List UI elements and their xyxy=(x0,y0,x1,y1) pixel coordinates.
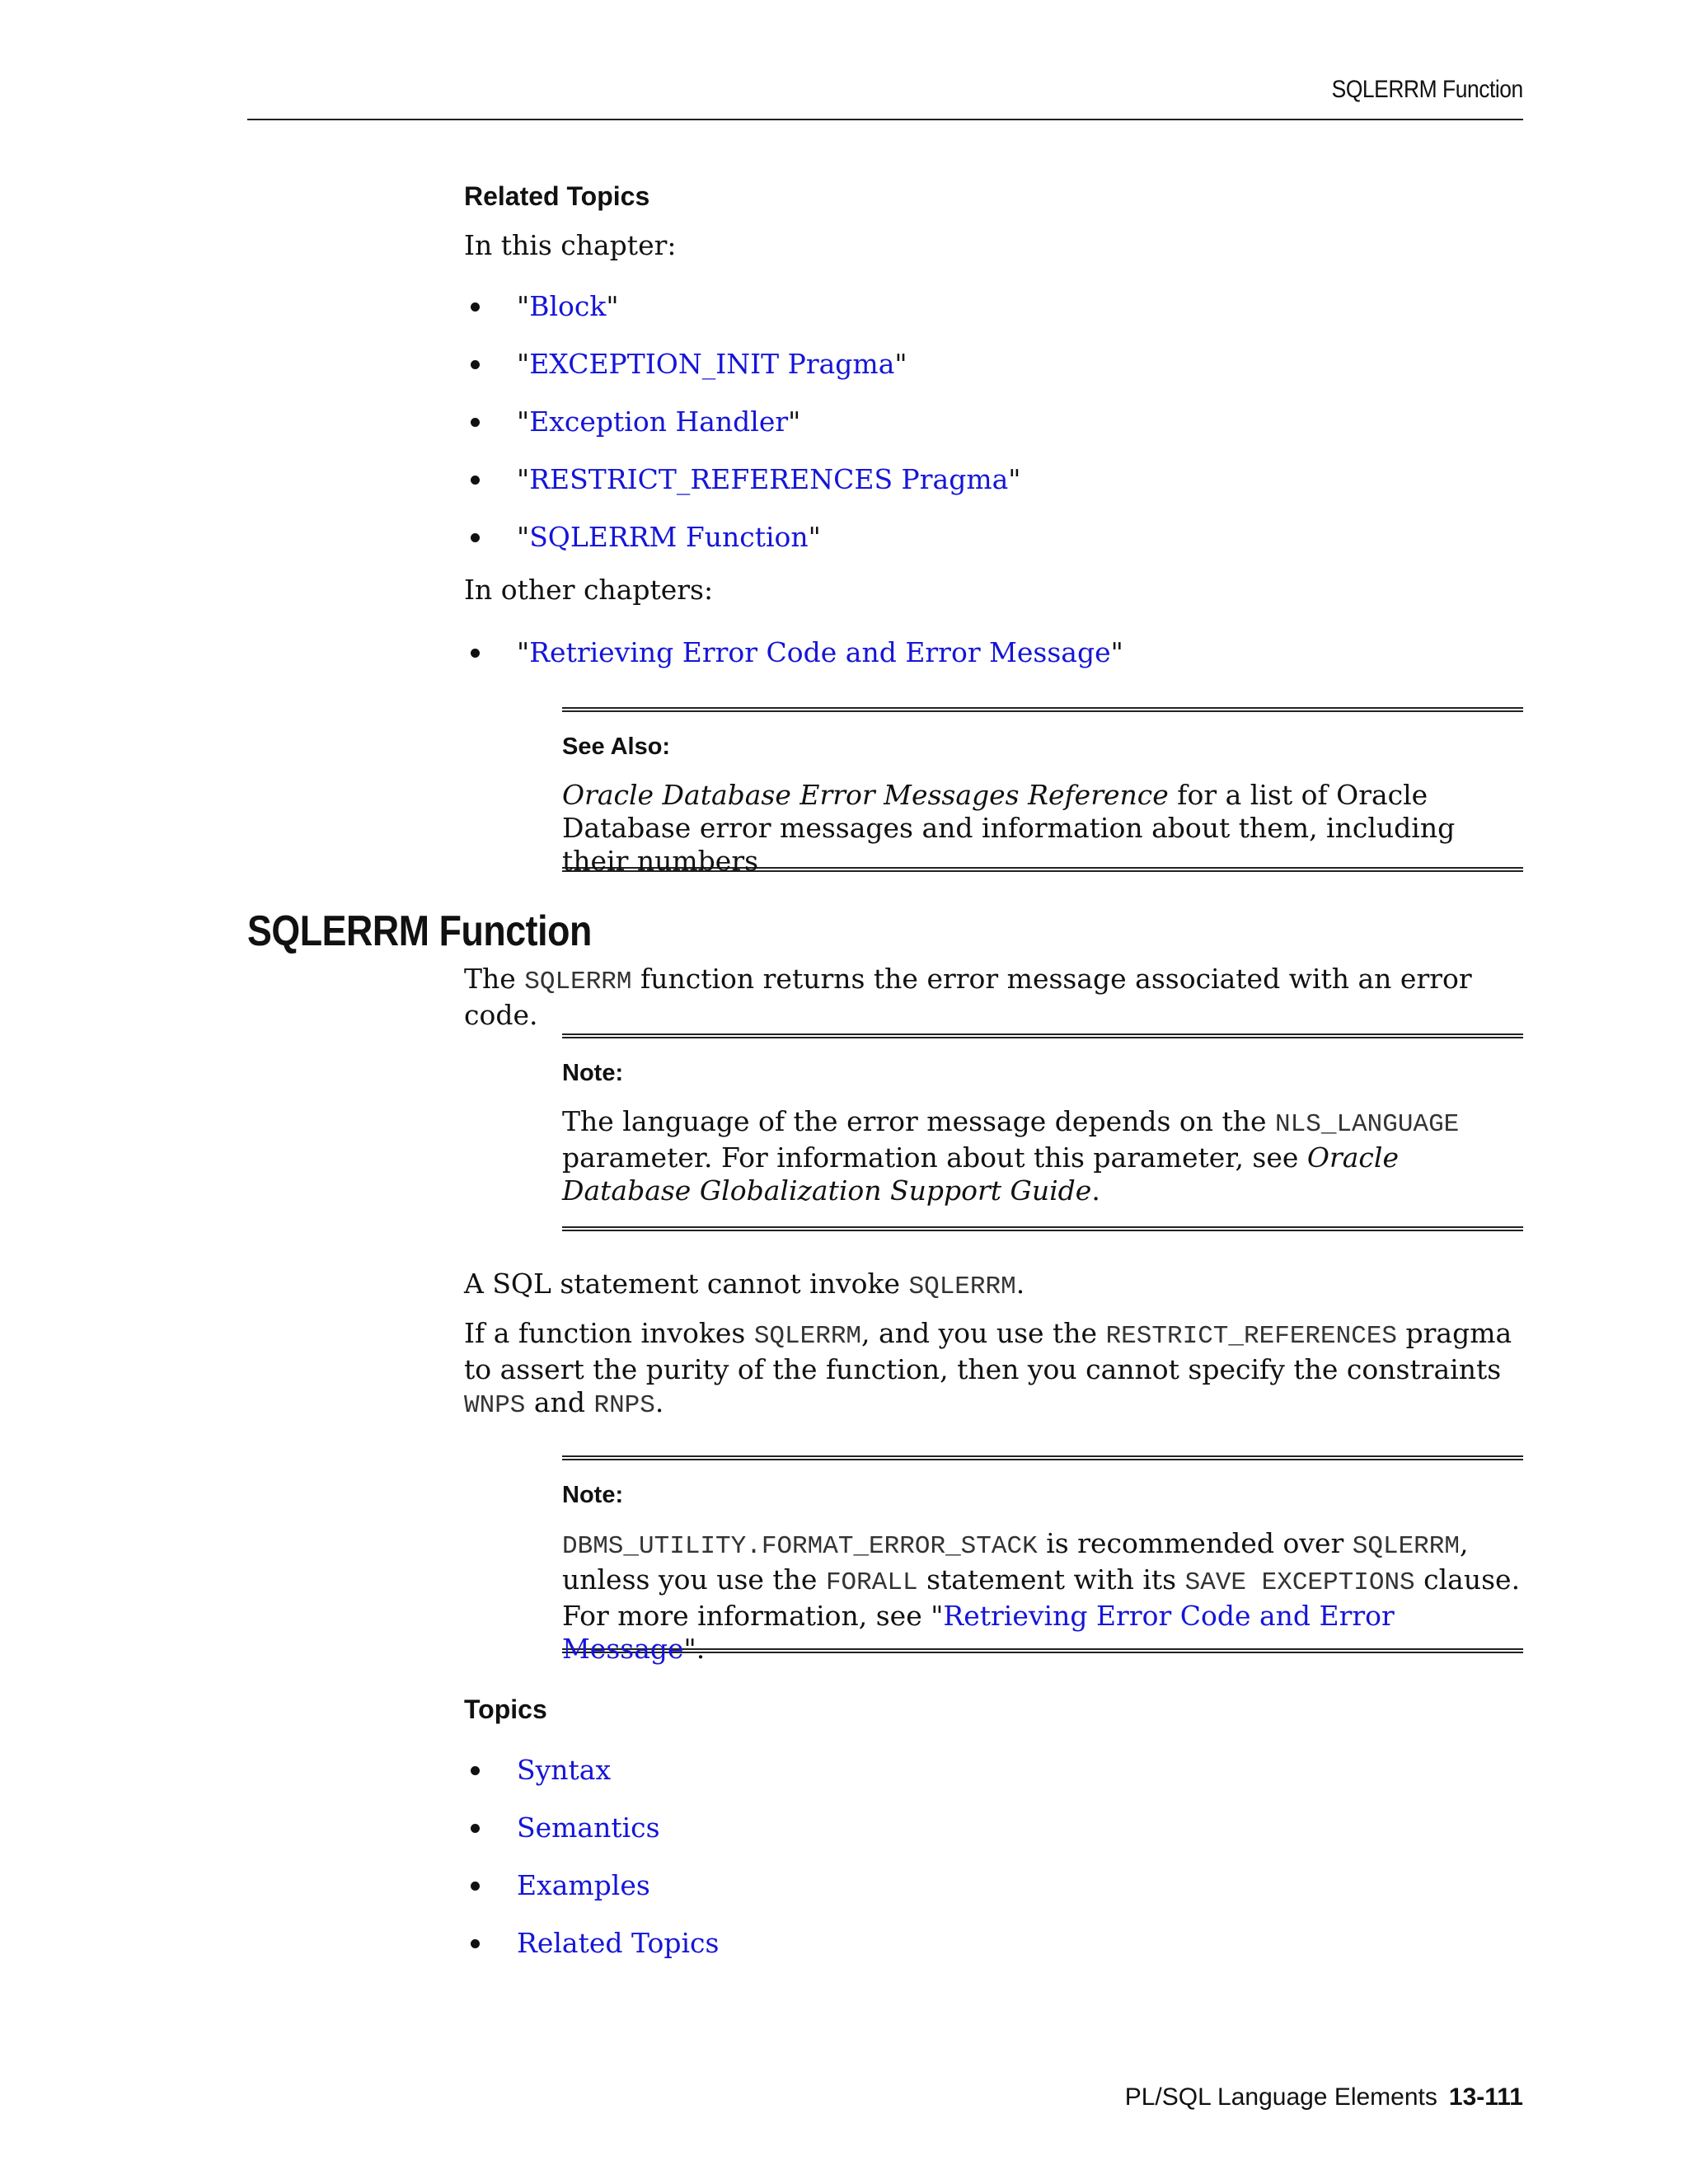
see-also-box xyxy=(562,707,1523,877)
note-text-end: . xyxy=(1091,1174,1100,1207)
page-footer xyxy=(1125,2083,1523,2111)
see-also-label: See Also: xyxy=(562,733,671,760)
list-item xyxy=(464,1869,719,1927)
see-also-book-title: Oracle Database Error Messages Reference xyxy=(562,779,1169,811)
note-text: clause. For more information, see " xyxy=(562,1563,1521,1632)
note-text: is recommended over xyxy=(1037,1527,1353,1559)
note-code: NLS_LANGUAGE xyxy=(1275,1110,1460,1139)
para-code: SQLERRM xyxy=(753,1322,862,1351)
link-semantics[interactable]: Semantics xyxy=(517,1811,660,1844)
in-this-chapter-label: In this chapter: xyxy=(464,229,677,261)
link-examples[interactable]: Examples xyxy=(517,1869,650,1901)
link-exception-handler[interactable]: Exception Handler xyxy=(529,405,789,438)
intro-code: SQLERRM xyxy=(524,968,632,996)
para-text: . xyxy=(654,1386,664,1418)
chapter-links-list xyxy=(464,290,1020,579)
note-text: statement with its xyxy=(917,1563,1185,1596)
para-text: If a function invokes xyxy=(464,1317,754,1349)
list-item xyxy=(464,1754,719,1811)
link-sqlerrm-function[interactable]: SQLERRM Function xyxy=(529,521,809,553)
link-block[interactable]: Block xyxy=(529,290,607,322)
note-text: , unless you use the xyxy=(562,1527,1469,1596)
link-retrieving-error-code[interactable]: Retrieving Error Code and Error Message xyxy=(529,636,1111,668)
para-text: , and you use the xyxy=(861,1317,1106,1349)
in-other-chapters-label: In other chapters: xyxy=(464,574,714,606)
note-book-title: Oracle Database Globalization Support Guide xyxy=(562,1141,1399,1207)
intro-text-end: function returns the error message associated with an error code. xyxy=(464,963,1472,1031)
running-head xyxy=(247,73,1523,120)
note-box-format-error-stack xyxy=(562,1455,1523,1665)
note-code: SAVE EXCEPTIONS xyxy=(1184,1568,1415,1597)
see-also-body xyxy=(562,779,1523,878)
list-item: "Retrieving Error Code and Error Message" xyxy=(464,636,1123,694)
list-item: "Block" xyxy=(464,290,1020,348)
note-code: DBMS_UTILITY.FORMAT_ERROR_STACK xyxy=(562,1532,1038,1561)
list-item: "SQLERRM Function" xyxy=(464,521,1020,579)
para-code: SQLERRM xyxy=(908,1272,1016,1301)
para-code: RNPS xyxy=(593,1391,655,1420)
related-topics-heading: Related Topics xyxy=(464,181,650,211)
note-code: FORALL xyxy=(825,1568,918,1597)
note-text-end: ". xyxy=(683,1633,706,1665)
list-item: "RESTRICT_REFERENCES Pragma" xyxy=(464,463,1020,521)
note-label: Note: xyxy=(562,1060,624,1086)
section-intro xyxy=(464,963,1536,1032)
link-exception-init-pragma[interactable]: EXCEPTION_INIT Pragma xyxy=(529,348,895,380)
topics-heading: Topics xyxy=(464,1694,547,1724)
see-also-text: for a list of Oracle Database error messages and information about them, including their numbers xyxy=(562,779,1456,877)
other-links-list xyxy=(464,636,1123,694)
section-title: SQLERRM Function xyxy=(247,907,592,955)
list-item: "EXCEPTION_INIT Pragma" xyxy=(464,348,1020,405)
para-code: WNPS xyxy=(464,1391,526,1420)
running-head-title: SQLERRM Function xyxy=(1331,76,1523,103)
topics-list xyxy=(464,1754,719,1985)
para-text: pragma to assert the purity of the function, then you cannot specify the constraints xyxy=(464,1317,1512,1385)
list-item xyxy=(464,1811,719,1869)
paragraph-invoke xyxy=(464,1268,1527,1304)
para-text: and xyxy=(525,1386,594,1418)
note-body xyxy=(562,1105,1523,1207)
list-item xyxy=(464,1927,719,1985)
para-text: A SQL statement cannot invoke xyxy=(464,1268,909,1300)
note-body xyxy=(562,1527,1523,1666)
link-syntax[interactable]: Syntax xyxy=(517,1754,612,1786)
footer-book-title: PL/SQL Language Elements xyxy=(1124,2083,1437,2111)
para-code: RESTRICT_REFERENCES xyxy=(1105,1322,1398,1351)
link-retrieving-error-code[interactable]: Retrieving Error Code and Error Message xyxy=(562,1600,1395,1665)
note-text-mid: parameter. For information about this parameter, see xyxy=(562,1141,1307,1174)
note-box-language xyxy=(562,1033,1523,1231)
page-number: 13-111 xyxy=(1448,2083,1523,2111)
note-text: The language of the error message depends on the xyxy=(562,1105,1276,1137)
paragraph-purity xyxy=(464,1317,1527,1422)
note-code: SQLERRM xyxy=(1352,1532,1460,1561)
para-text-end: . xyxy=(1015,1268,1025,1300)
intro-text: The xyxy=(464,963,525,995)
note-label: Note: xyxy=(562,1482,624,1508)
link-related-topics[interactable]: Related Topics xyxy=(517,1927,720,1959)
list-item: "Exception Handler" xyxy=(464,405,1020,463)
link-restrict-references-pragma[interactable]: RESTRICT_REFERENCES Pragma xyxy=(529,463,1009,495)
